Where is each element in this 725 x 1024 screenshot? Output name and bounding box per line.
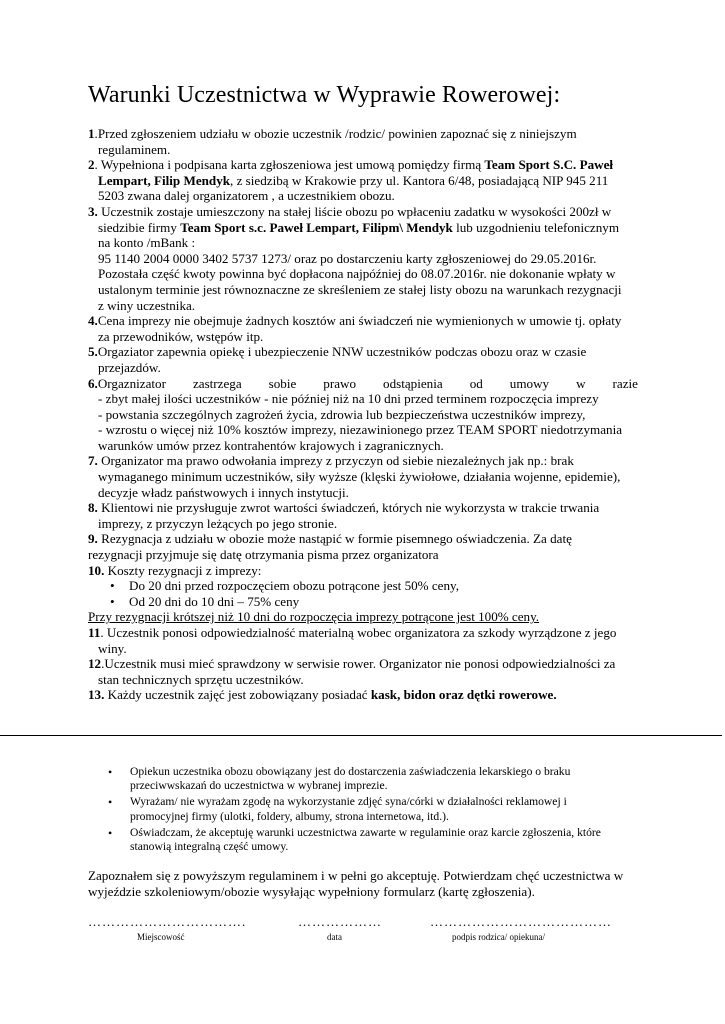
section-divider xyxy=(0,735,722,736)
rule-number: 13. xyxy=(88,687,105,703)
rule-text: .Przed zgłoszeniem udziału w obozie uczestnik /rodzic/ powinien zapoznać się z niniejszym xyxy=(94,126,577,141)
rule-text: wymaganego minimum uczestników, siły wyższe (klęski żywiołowe, działania wojenne, epidemie), xyxy=(98,469,621,485)
rule-text: Koszty rezygnacji z imprezy: xyxy=(104,562,262,578)
required-equipment: kask, bidon oraz dętki rowerowe. xyxy=(370,687,557,703)
rule-12 xyxy=(88,656,638,687)
rule-text: rezygnacji przyjmuje się datę otrzymania pisma przez organizatora xyxy=(88,547,439,563)
rule-number: 3. xyxy=(88,203,98,219)
place-label: Miejscowość xyxy=(137,932,185,942)
rule-number: 6. xyxy=(88,375,98,391)
parent-signature-line[interactable]: ………………………………… xyxy=(430,914,612,929)
rule-4 xyxy=(88,313,638,344)
rule-10 xyxy=(88,563,638,625)
rule-7 xyxy=(88,453,638,500)
rule-text: stan technicznych sprzętu uczestników. xyxy=(98,671,304,687)
rules-list xyxy=(88,126,638,703)
rule-text: imprezy, z przyczyn leżących po jego stronie. xyxy=(98,515,338,531)
rule-number: 2 xyxy=(88,157,95,173)
rule-1 xyxy=(88,126,638,157)
rule-text: siedzibie firmy xyxy=(98,219,181,235)
rule-number: 1 xyxy=(88,126,95,141)
rule-text: za przewodników, wstępów itp. xyxy=(98,328,264,344)
rule-2 xyxy=(88,157,638,204)
rule-text: lub uzgodnieniu telefonicznym xyxy=(452,219,620,235)
date-label: data xyxy=(327,932,342,942)
rule-text: przejazdów. xyxy=(98,359,161,375)
rule-text: ustalonym terminie jest równoznaczne ze skreśleniem ze stałej listy obozu na warunkach rezygnacji xyxy=(98,281,622,297)
rule-11 xyxy=(88,625,638,656)
rule-text: regulaminem. xyxy=(98,141,171,157)
rule-6 xyxy=(88,376,638,454)
rule-9 xyxy=(88,531,638,562)
rule-text: 5203 zwana dalej organizatorem , a uczestnikiem obozu. xyxy=(98,188,395,204)
rule-number: 4. xyxy=(88,313,98,329)
rule-text: Orgaziator zapewnia opiekę i ubezpieczenie NNW uczestników podczas obozu oraz w czasie xyxy=(97,344,587,360)
rule-text: winy. xyxy=(98,640,127,656)
rule-text: warunków umów przez kontrahentów krajowych i zagranicznych. xyxy=(98,437,444,453)
company-name: Lempart, Filip Mendyk xyxy=(98,172,231,188)
list-item: • Od 20 dni do 10 dni – 75% ceny xyxy=(110,594,638,610)
rule-number: 10. xyxy=(88,562,105,578)
rule-number: 8. xyxy=(88,500,98,516)
parent-signature-label: podpis rodzica/ opiekuna/ xyxy=(452,932,545,942)
rule-5 xyxy=(88,344,638,375)
declaration-item: • Opiekun uczestnika obozu obowiązany jest do dostarczenia zaświadczenia lekarskiego o braku przeciwwskazań do uczestnictwa w wybranej imprezie. xyxy=(108,765,618,793)
rule-text: Każdy uczestnik zajęć jest zobowiązany posiadać xyxy=(104,687,371,703)
rule-text: Orgaznizator zastrzega sobie prawo odstąpienia od umowy w razie xyxy=(97,375,638,391)
rule-text: - zbyt małej ilości uczestników - nie później niż na 10 dni przed terminem rozpoczęcia imprezy xyxy=(98,391,599,407)
rule-3 xyxy=(88,204,638,313)
rule-text: , z siedzibą w Krakowie przy ul. Kantora 6/48, posiadającą NIP 945 211 xyxy=(230,172,609,188)
acknowledgement-text: Zapoznałem się z powyższym regulaminem i w pełni go akceptuję. Potwierdzam chęć uczestnictwa w wyjeździe szkoleniowym/obozie wysyłając wypełniony formularz (kartę zgłoszenia). xyxy=(88,868,624,899)
rule-number: 7. xyxy=(88,453,98,469)
rule-text: . Uczestnik ponosi odpowiedzialność materialną wobec organizatora za szkody wyrządzone z jego xyxy=(100,625,617,640)
rule-number: 12 xyxy=(88,656,102,672)
rule-text: Klientowi nie przysługuje zwrot wartości świadczeń, których nie wykorzysta w trakcie trwania xyxy=(97,500,600,516)
rule-number: 9. xyxy=(88,531,98,547)
rule-text: Uczestnik zostaje umieszczony na stałej liście obozu po wpłaceniu zadatku w wysokości 200zł w xyxy=(97,203,612,219)
bank-account: 95 1140 2004 0000 3402 5737 1273/ oraz po dostarczeniu karty zgłoszeniowej do 29.05.2016r. xyxy=(98,250,597,266)
rule-text: . Wypełniona i podpisana karta zgłoszeniowa jest umową pomiędzy firmą xyxy=(94,157,485,173)
company-name: Team Sport S.C. Paweł xyxy=(484,157,614,173)
rule-text: decyzje władz państwowych i innych instytucji. xyxy=(98,484,349,500)
rule-number: 5. xyxy=(88,344,98,360)
rule-text: Rezygnacja z udziału w obozie może nastąpić w formie pisemnego oświadczenia. Za datę xyxy=(97,531,572,547)
declaration-item: • Wyrażam/ nie wyrażam zgodę na wykorzystanie zdjęć syna/córki w działalności reklamowej i promocyjnej firmy (ulotki, foldery, albumy, strona internetowa, itd.). xyxy=(108,795,618,823)
rule-text: z winy uczestnika. xyxy=(98,297,196,313)
declarations-list xyxy=(108,765,618,856)
rule-text: Cena imprezy nie obejmuje żadnych kosztów ani świadczeń nie wymienionych w umowie tj. opłaty xyxy=(97,313,622,329)
date-signature-line[interactable]: ……………… xyxy=(298,914,382,929)
rule-text: - wzrostu o więcej niż 10% kosztów imprezy, niezawinionego przez TEAM SPORT niedotrzymania xyxy=(98,422,623,438)
rule-13 xyxy=(88,687,638,703)
place-signature-line[interactable]: ……………………………. xyxy=(88,914,247,929)
list-item: • Do 20 dni przed rozpoczęciem obozu potrącone jest 50% ceny, xyxy=(110,578,638,594)
rule-text: - powstania szczególnych zagrożeń życia, zdrowia lub bezpieczeństwa uczestników imprezy, xyxy=(98,406,586,422)
declaration-item: • Oświadczam, że akceptuję warunki uczestnictwa zawarte w regulaminie oraz karcie zgłoszenia, które stanowią integralną część umowy. xyxy=(108,826,618,854)
rule-8 xyxy=(88,500,638,531)
company-name: Team Sport s.c. Paweł Lempart, Filipm\ Mendyk xyxy=(180,219,453,235)
rule-text: .Uczestnik musi mieć sprawdzony w serwisie rower. Organizator nie ponosi odpowiedzialności za xyxy=(101,656,616,672)
document-title: Warunki Uczestnictwa w Wyprawie Rowerowej: xyxy=(88,82,561,108)
rule-text: Organizator ma prawo odwołania imprezy z przyczyn od siebie niezależnych jak np.: brak xyxy=(97,453,574,469)
rule-text: na konto /mBank : xyxy=(98,235,196,251)
cancellation-costs-list xyxy=(88,578,638,609)
rule-text: Pozostała część kwoty powinna być dopłacona najpóźniej do 08.07.2016r. nie dokonanie wpłaty w xyxy=(98,266,616,282)
rule-number: 11 xyxy=(88,625,101,640)
underlined-note: Przy rezygnacji krótszej niż 10 dni do rozpoczęcia imprezy potrącone jest 100% ceny. xyxy=(88,609,540,625)
